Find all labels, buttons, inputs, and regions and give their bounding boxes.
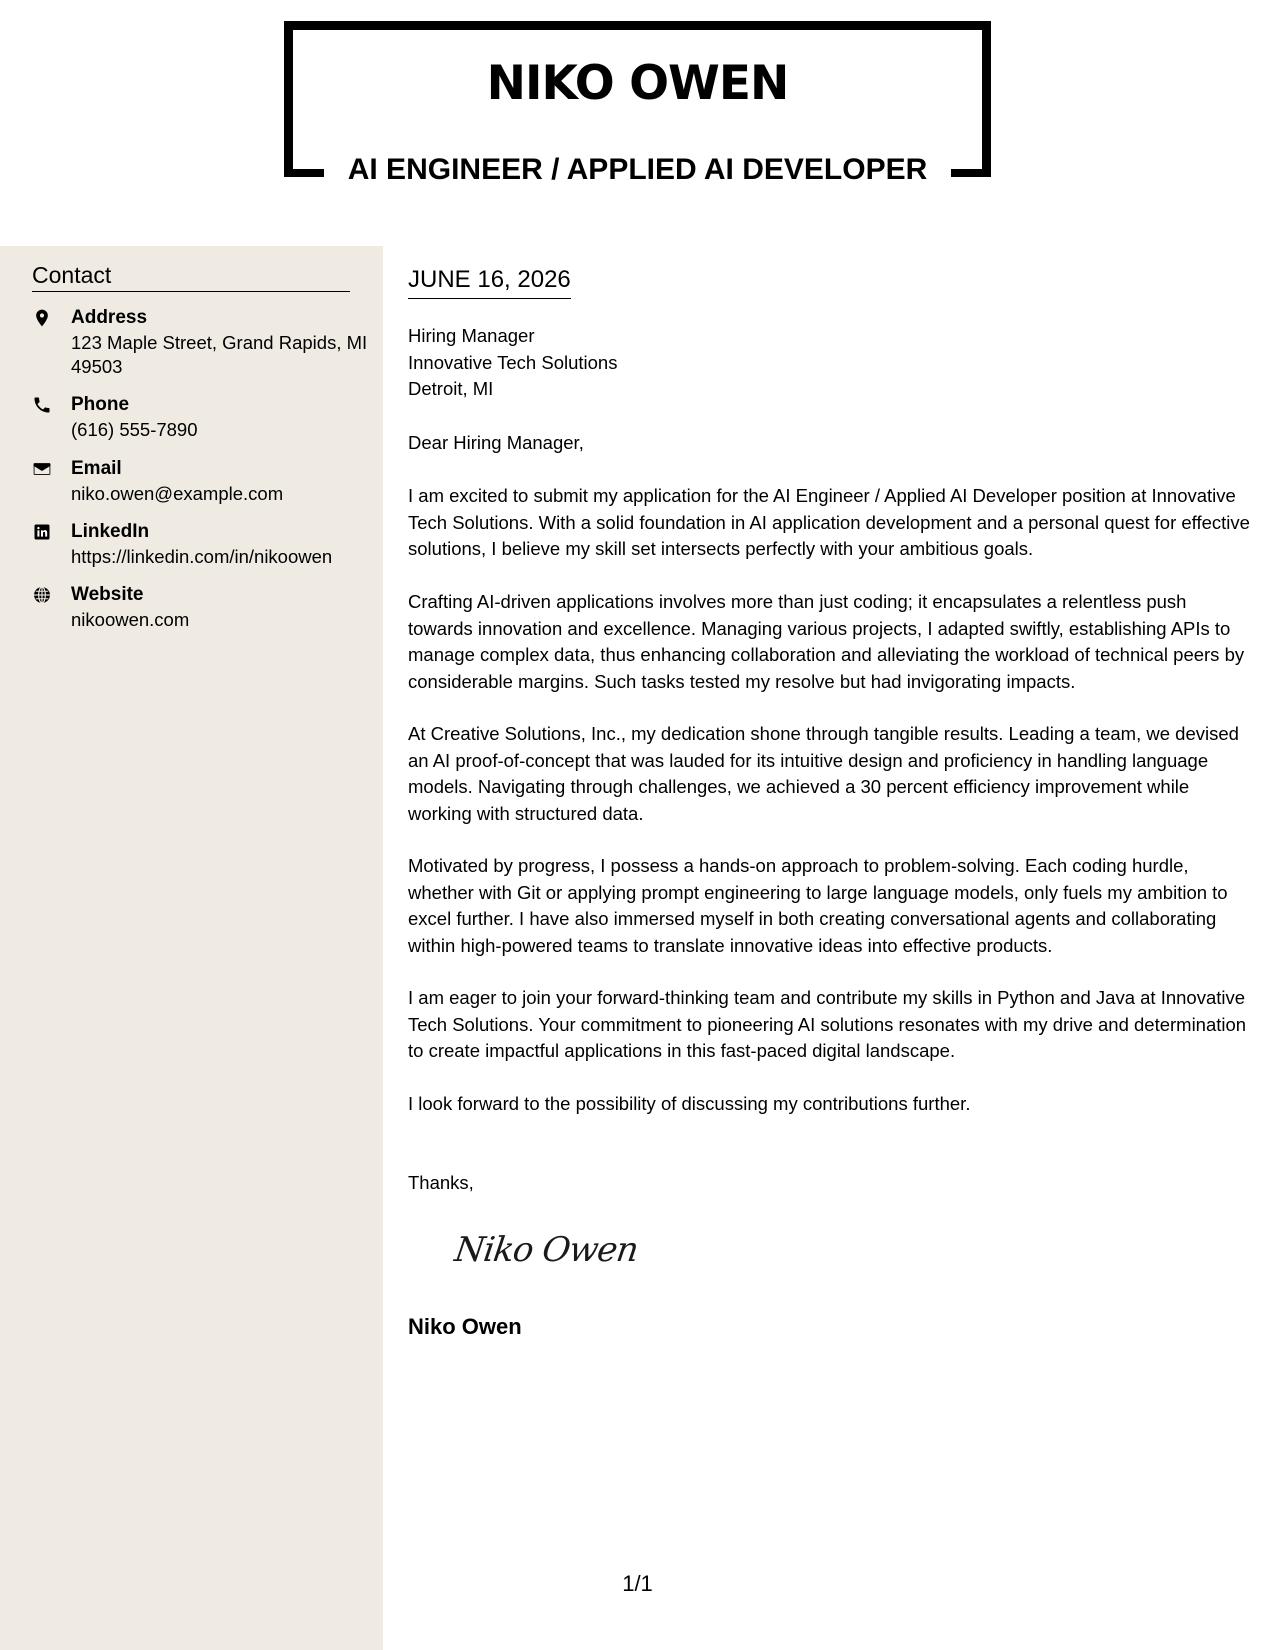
phone-icon [32, 395, 52, 415]
signoff-name: Niko Owen [408, 1314, 522, 1339]
sidebar [0, 246, 383, 1650]
contact-label: Website [71, 584, 144, 605]
map-pin-icon [32, 308, 52, 328]
contact-label: Address [71, 307, 148, 328]
job-title [284, 155, 991, 185]
salutation: Dear Hiring Manager, [408, 432, 584, 453]
body-paragraph: Crafting AI-driven applications involves more than just coding; it encapsulates a relentless push towards innovation and excellence. Managing various projects, I adapted swiftly, establishing APIs to manage complex data, thus enhancing collaboration and alleviating the workload of technical peers by considerable margins. Such tasks tested my resolve but had invigorating impacts. [408, 591, 1245, 692]
linkedin-icon [32, 522, 52, 542]
closing: Thanks, [408, 1172, 474, 1193]
contact-value: (616) 555-7890 [71, 419, 198, 440]
body-paragraph: I look forward to the possibility of discussing my contributions further. [408, 1093, 971, 1114]
contact-value: https://linkedin.com/in/nikoowen [71, 546, 333, 567]
signature: Niko Owen [452, 1230, 641, 1270]
body-paragraph: Motivated by progress, I possess a hands-on approach to problem-solving. Each coding hurdle, whether with Git or applying prompt engineering to large language models, only fuels my ambition to excel further. I have also immersed myself in both creating conversational agents and collaborating within high-powered teams to translate innovative ideas into effective products. [408, 855, 1228, 956]
page-number: 1/1 [622, 1571, 653, 1596]
contact-label: LinkedIn [71, 521, 150, 542]
recipient-block [408, 323, 1238, 403]
job-title-text: AI ENGINEER / APPLIED AI DEVELOPER [336, 153, 940, 186]
globe-icon [32, 585, 52, 605]
body-paragraph: I am eager to join your forward-thinking team and contribute my skills in Python and Java at Innovative Tech Solutions. Your commitment to pioneering AI solutions resonates with my drive and determination to create impactful applications in this fast-paced digital landscape. [408, 987, 1247, 1061]
recipient-line: Innovative Tech Solutions [408, 351, 618, 373]
body-paragraph: I am excited to submit my application for the AI Engineer / Applied AI Developer position at Innovative Tech Solutions. With a solid foundation in AI application development and a personal quest for effective solutions, I believe my skill set intersects perfectly with your ambitious goals. [408, 485, 1250, 559]
contact-value: niko.owen@example.com [71, 483, 284, 504]
contact-heading: Contact [32, 262, 350, 292]
letter-date: JUNE 16, 2026 [408, 266, 571, 299]
envelope-icon [32, 459, 52, 479]
applicant-name: NIKO OWEN [486, 56, 789, 111]
contact-label: Email [71, 458, 122, 479]
body-paragraph: At Creative Solutions, Inc., my dedication shone through tangible results. Leading a team, we devised an AI proof-of-concept that was lauded for its intuitive design and proficiency in handling language models. Navigating through challenges, we achieved a 30 percent efficiency improvement while working with structured data. [408, 723, 1239, 824]
contact-label: Phone [71, 394, 130, 415]
contact-value: 123 Maple Street, Grand Rapids, MI 49503 [71, 332, 368, 377]
recipient-line: Detroit, MI [408, 378, 494, 399]
contact-value: nikoowen.com [71, 609, 190, 630]
recipient-line: Hiring Manager [408, 325, 535, 346]
